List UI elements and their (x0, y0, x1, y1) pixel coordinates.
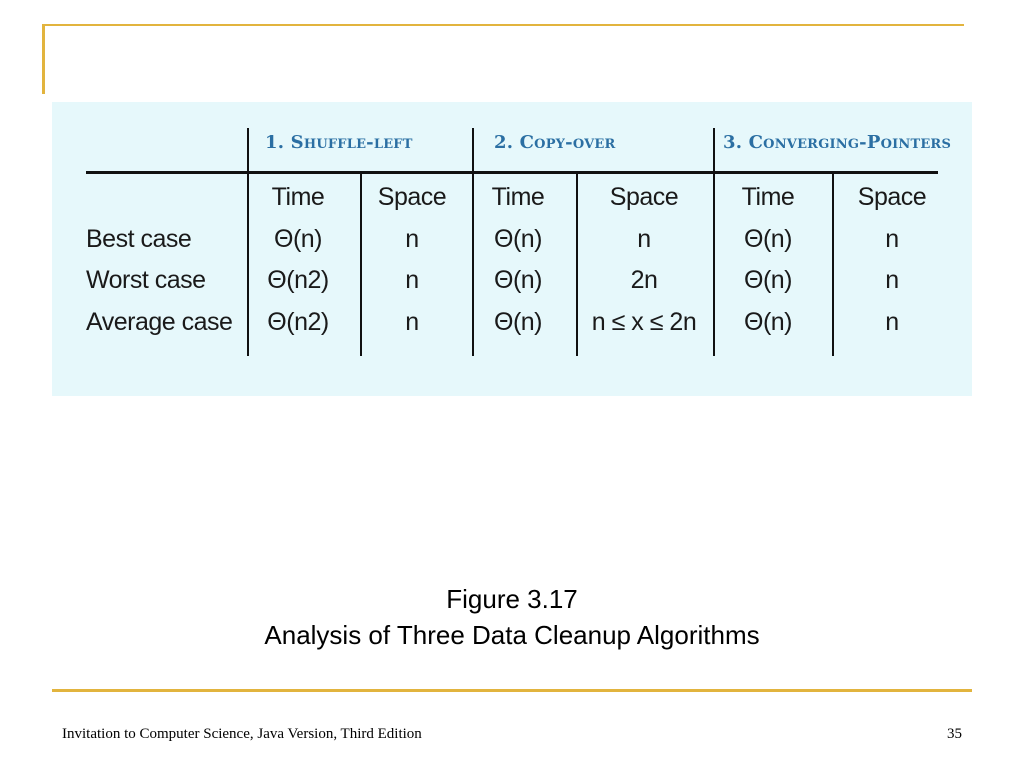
table-divider-alg2-space (576, 172, 578, 356)
table-divider-alg1-space (360, 172, 362, 356)
figure-panel (52, 102, 972, 396)
algorithm-heading-shuffle-left: 1. Shuffle-left (265, 132, 413, 153)
table-cell: n (637, 225, 651, 253)
table-header-divider (86, 171, 938, 174)
figure-caption: Analysis of Three Data Cleanup Algorithms (264, 620, 760, 650)
column-header-space: Space (377, 183, 447, 211)
table-cell: Θ(n) (744, 266, 792, 294)
table-divider-alg3 (713, 128, 715, 356)
table-cell: 2n (630, 266, 658, 294)
table-cell: Θ(n2) (267, 266, 329, 294)
row-label-best-case: Best case (86, 225, 192, 253)
column-header-space: Space (609, 183, 679, 211)
table-cell: n (405, 308, 419, 336)
top-frame-line (42, 24, 964, 26)
table-cell: Θ(n2) (267, 308, 329, 336)
row-label-worst-case: Worst case (86, 266, 206, 294)
column-header-time: Time (271, 183, 325, 211)
table-cell: n (405, 225, 419, 253)
table-cell: n (885, 225, 899, 253)
row-label-average-case: Average case (86, 308, 233, 336)
table-cell: n (885, 308, 899, 336)
algorithm-heading-converging-pointers: 3. Converging-Pointers (723, 132, 952, 153)
column-header-time: Time (741, 183, 795, 211)
table-divider-alg3-space (832, 172, 834, 356)
table-cell: Θ(n) (494, 266, 542, 294)
left-frame-line (42, 24, 45, 94)
table-cell: Θ(n) (274, 225, 322, 253)
table-cell: Θ(n) (744, 225, 792, 253)
table-cell: Θ(n) (494, 308, 542, 336)
table-divider-alg2 (472, 128, 474, 356)
column-header-time: Time (491, 183, 545, 211)
column-header-space: Space (857, 183, 927, 211)
algorithm-heading-copy-over: 2. Copy-over (494, 132, 616, 153)
table-cell: n ≤ x ≤ 2n (591, 308, 697, 336)
table-cell: Θ(n) (494, 225, 542, 253)
table-cell: n (405, 266, 419, 294)
table-cell: n (885, 266, 899, 294)
table-divider-alg1 (247, 128, 249, 356)
figure-number: Figure 3.17 (446, 584, 578, 614)
page-number: 35 (947, 726, 962, 742)
footer-source: Invitation to Computer Science, Java Version, Third Edition (62, 726, 422, 742)
table-cell: Θ(n) (744, 308, 792, 336)
footer-divider (52, 689, 972, 692)
